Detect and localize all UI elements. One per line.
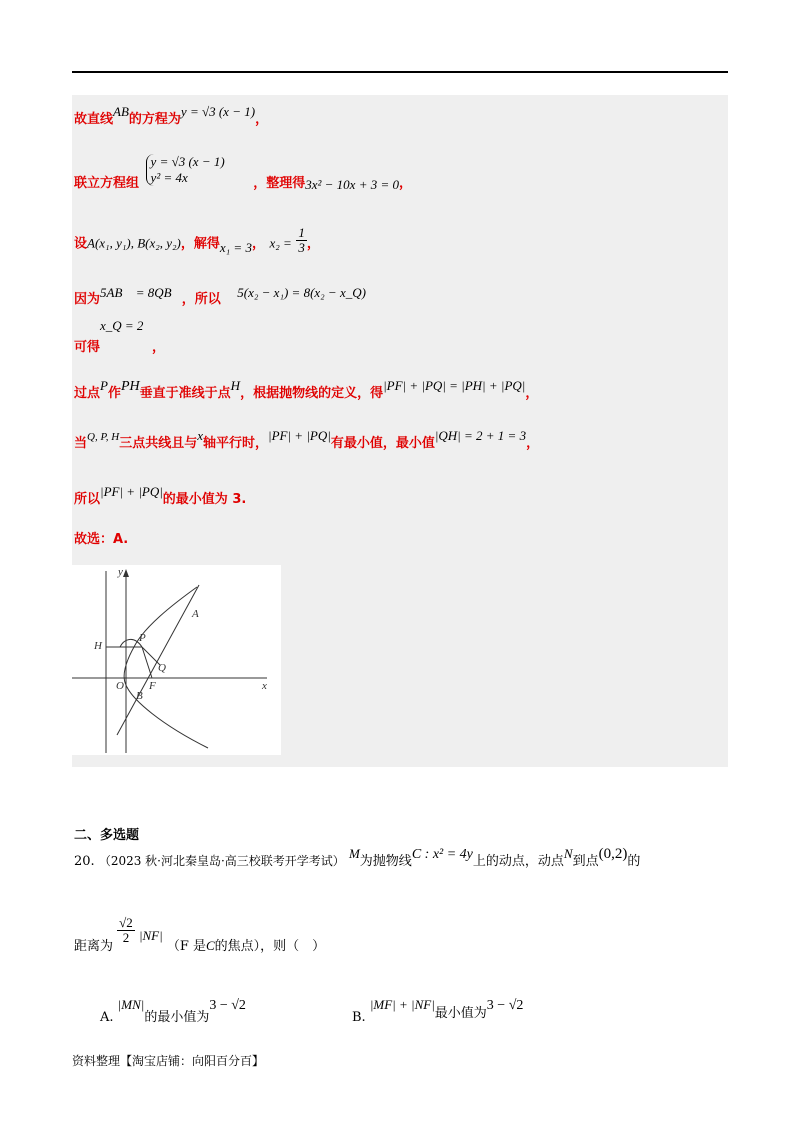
option-label: A.: [100, 1010, 114, 1025]
parabola-diagram: [72, 565, 281, 755]
text: 为抛物线: [359, 854, 412, 869]
question-20-line-2: [74, 915, 326, 954]
math: |NF|: [138, 927, 163, 943]
solution-line-5: [74, 318, 166, 355]
text: 可得: [74, 340, 101, 355]
math: x_Q = 2: [100, 318, 144, 333]
math: |MN|: [117, 997, 145, 1012]
math: y = √3 (x − 1): [150, 154, 225, 169]
section-heading: 二、多选题: [74, 828, 140, 843]
text: （F 是: [166, 938, 206, 954]
label-b: B: [136, 690, 143, 702]
question-number: 20.: [74, 854, 95, 869]
solution-line-4: [74, 282, 366, 307]
text: ，: [399, 176, 413, 191]
text: ，: [525, 386, 539, 401]
solution-line-1: [74, 104, 269, 127]
header-rule: [72, 71, 728, 73]
text: 最小值为: [434, 1006, 487, 1021]
math: 3x² − 10x + 3 = 0: [305, 177, 399, 192]
question-source: （2023 秋·河北秦皇岛·高三校联考开学考试）: [98, 854, 345, 868]
solution-line-7: [74, 428, 540, 451]
equation-system: [146, 154, 225, 186]
math: PH: [120, 379, 140, 394]
math: C: [206, 937, 215, 953]
math: y² = 4x: [150, 170, 188, 185]
denominator: 2: [122, 929, 130, 945]
text: 所以: [74, 492, 101, 507]
text: ，整理得: [253, 176, 306, 191]
label-p: P: [139, 632, 146, 644]
math: x: [197, 428, 204, 443]
label-y: y: [118, 566, 123, 578]
text: 故选：A.: [74, 532, 129, 547]
math: 5(x₂ − x₁) = 8(x₂ − x_Q): [237, 285, 366, 300]
parabola-figure: [72, 565, 281, 755]
text: 设: [74, 236, 88, 252]
option-label: B.: [352, 1010, 366, 1025]
math: M: [348, 846, 360, 861]
text: 垂直于准线于点: [139, 386, 231, 401]
math: 3 − √2: [209, 998, 246, 1013]
text: 的最小值为 3.: [162, 492, 247, 507]
math: Q, P, H: [87, 431, 120, 443]
text: 三点共线且与: [119, 436, 198, 451]
solution-line-6: [74, 378, 539, 402]
y-axis-arrow: [123, 569, 129, 577]
text: 因为: [74, 292, 101, 307]
text: 轴平行时，: [203, 436, 269, 451]
math: |PF| + |PQ| = |PH| + |PQ|: [383, 378, 526, 393]
math: A(x₁, y₁), B(x₂, y₂): [87, 235, 181, 251]
text: 联立方程组: [74, 176, 140, 191]
label-a: A: [192, 608, 199, 620]
solution-line-3: [74, 225, 320, 258]
text: 上的动点，动点: [472, 854, 564, 869]
label-o: O: [116, 680, 124, 692]
denominator: 3: [298, 239, 305, 255]
text: ，所以: [181, 292, 221, 307]
math: (0,2): [598, 846, 628, 862]
solution-answer: [74, 528, 128, 547]
footer-credit: 资料整理【淘宝店铺：向阳百分百】: [72, 1054, 265, 1068]
math: |QH| = 2 + 1 = 3: [434, 428, 527, 443]
text: ，: [255, 112, 269, 127]
math: |MF| + |NF|: [369, 997, 435, 1012]
text: 到点: [572, 854, 599, 869]
text: ，: [251, 236, 265, 252]
option-a: [100, 994, 246, 1025]
label-h: H: [94, 640, 102, 652]
math: N: [563, 846, 573, 861]
math: |PF| + |PQ|: [100, 484, 163, 499]
question-20-line-1: [74, 846, 641, 870]
text: 过点: [74, 386, 101, 401]
math: P: [100, 378, 108, 393]
text: 的最小值为: [144, 1010, 210, 1025]
text: 有最小值，最小值: [330, 436, 435, 451]
text: 距离为: [74, 938, 114, 954]
math: |PF| + |PQ|: [268, 428, 331, 443]
option-b: [352, 994, 524, 1025]
text: ，: [152, 340, 166, 355]
math: x₂ =: [269, 235, 292, 251]
label-q: Q: [158, 662, 166, 674]
text: 故直线: [74, 112, 114, 127]
label-f: F: [149, 680, 156, 692]
text: 的方程为: [128, 112, 181, 127]
math: 5AB⃗ = 8QB⃗: [100, 285, 182, 300]
text: 当: [74, 436, 88, 451]
solution-line-8: [74, 484, 247, 507]
solution-line-2: [74, 154, 413, 192]
numerator: 1: [298, 225, 305, 240]
fraction: [296, 226, 307, 254]
text: ，解得: [180, 236, 220, 252]
math: y = √3 (x − 1): [180, 104, 256, 119]
line-ab: [117, 585, 199, 735]
text: ，根据抛物线的定义，得: [240, 386, 384, 401]
text: 的焦点），则（ ）: [214, 938, 326, 954]
label-x: x: [262, 680, 267, 692]
numerator: √2: [119, 915, 133, 930]
math: AB: [113, 104, 129, 119]
math: H: [230, 378, 241, 393]
text: 的: [627, 854, 641, 869]
fraction: [117, 916, 135, 944]
text: 作: [107, 386, 121, 401]
math: 3 − √2: [486, 998, 524, 1013]
math: x₁ = 3: [219, 239, 252, 255]
text: ，: [306, 236, 320, 252]
text: ，: [526, 436, 540, 451]
math: C : x² = 4y: [411, 847, 473, 862]
